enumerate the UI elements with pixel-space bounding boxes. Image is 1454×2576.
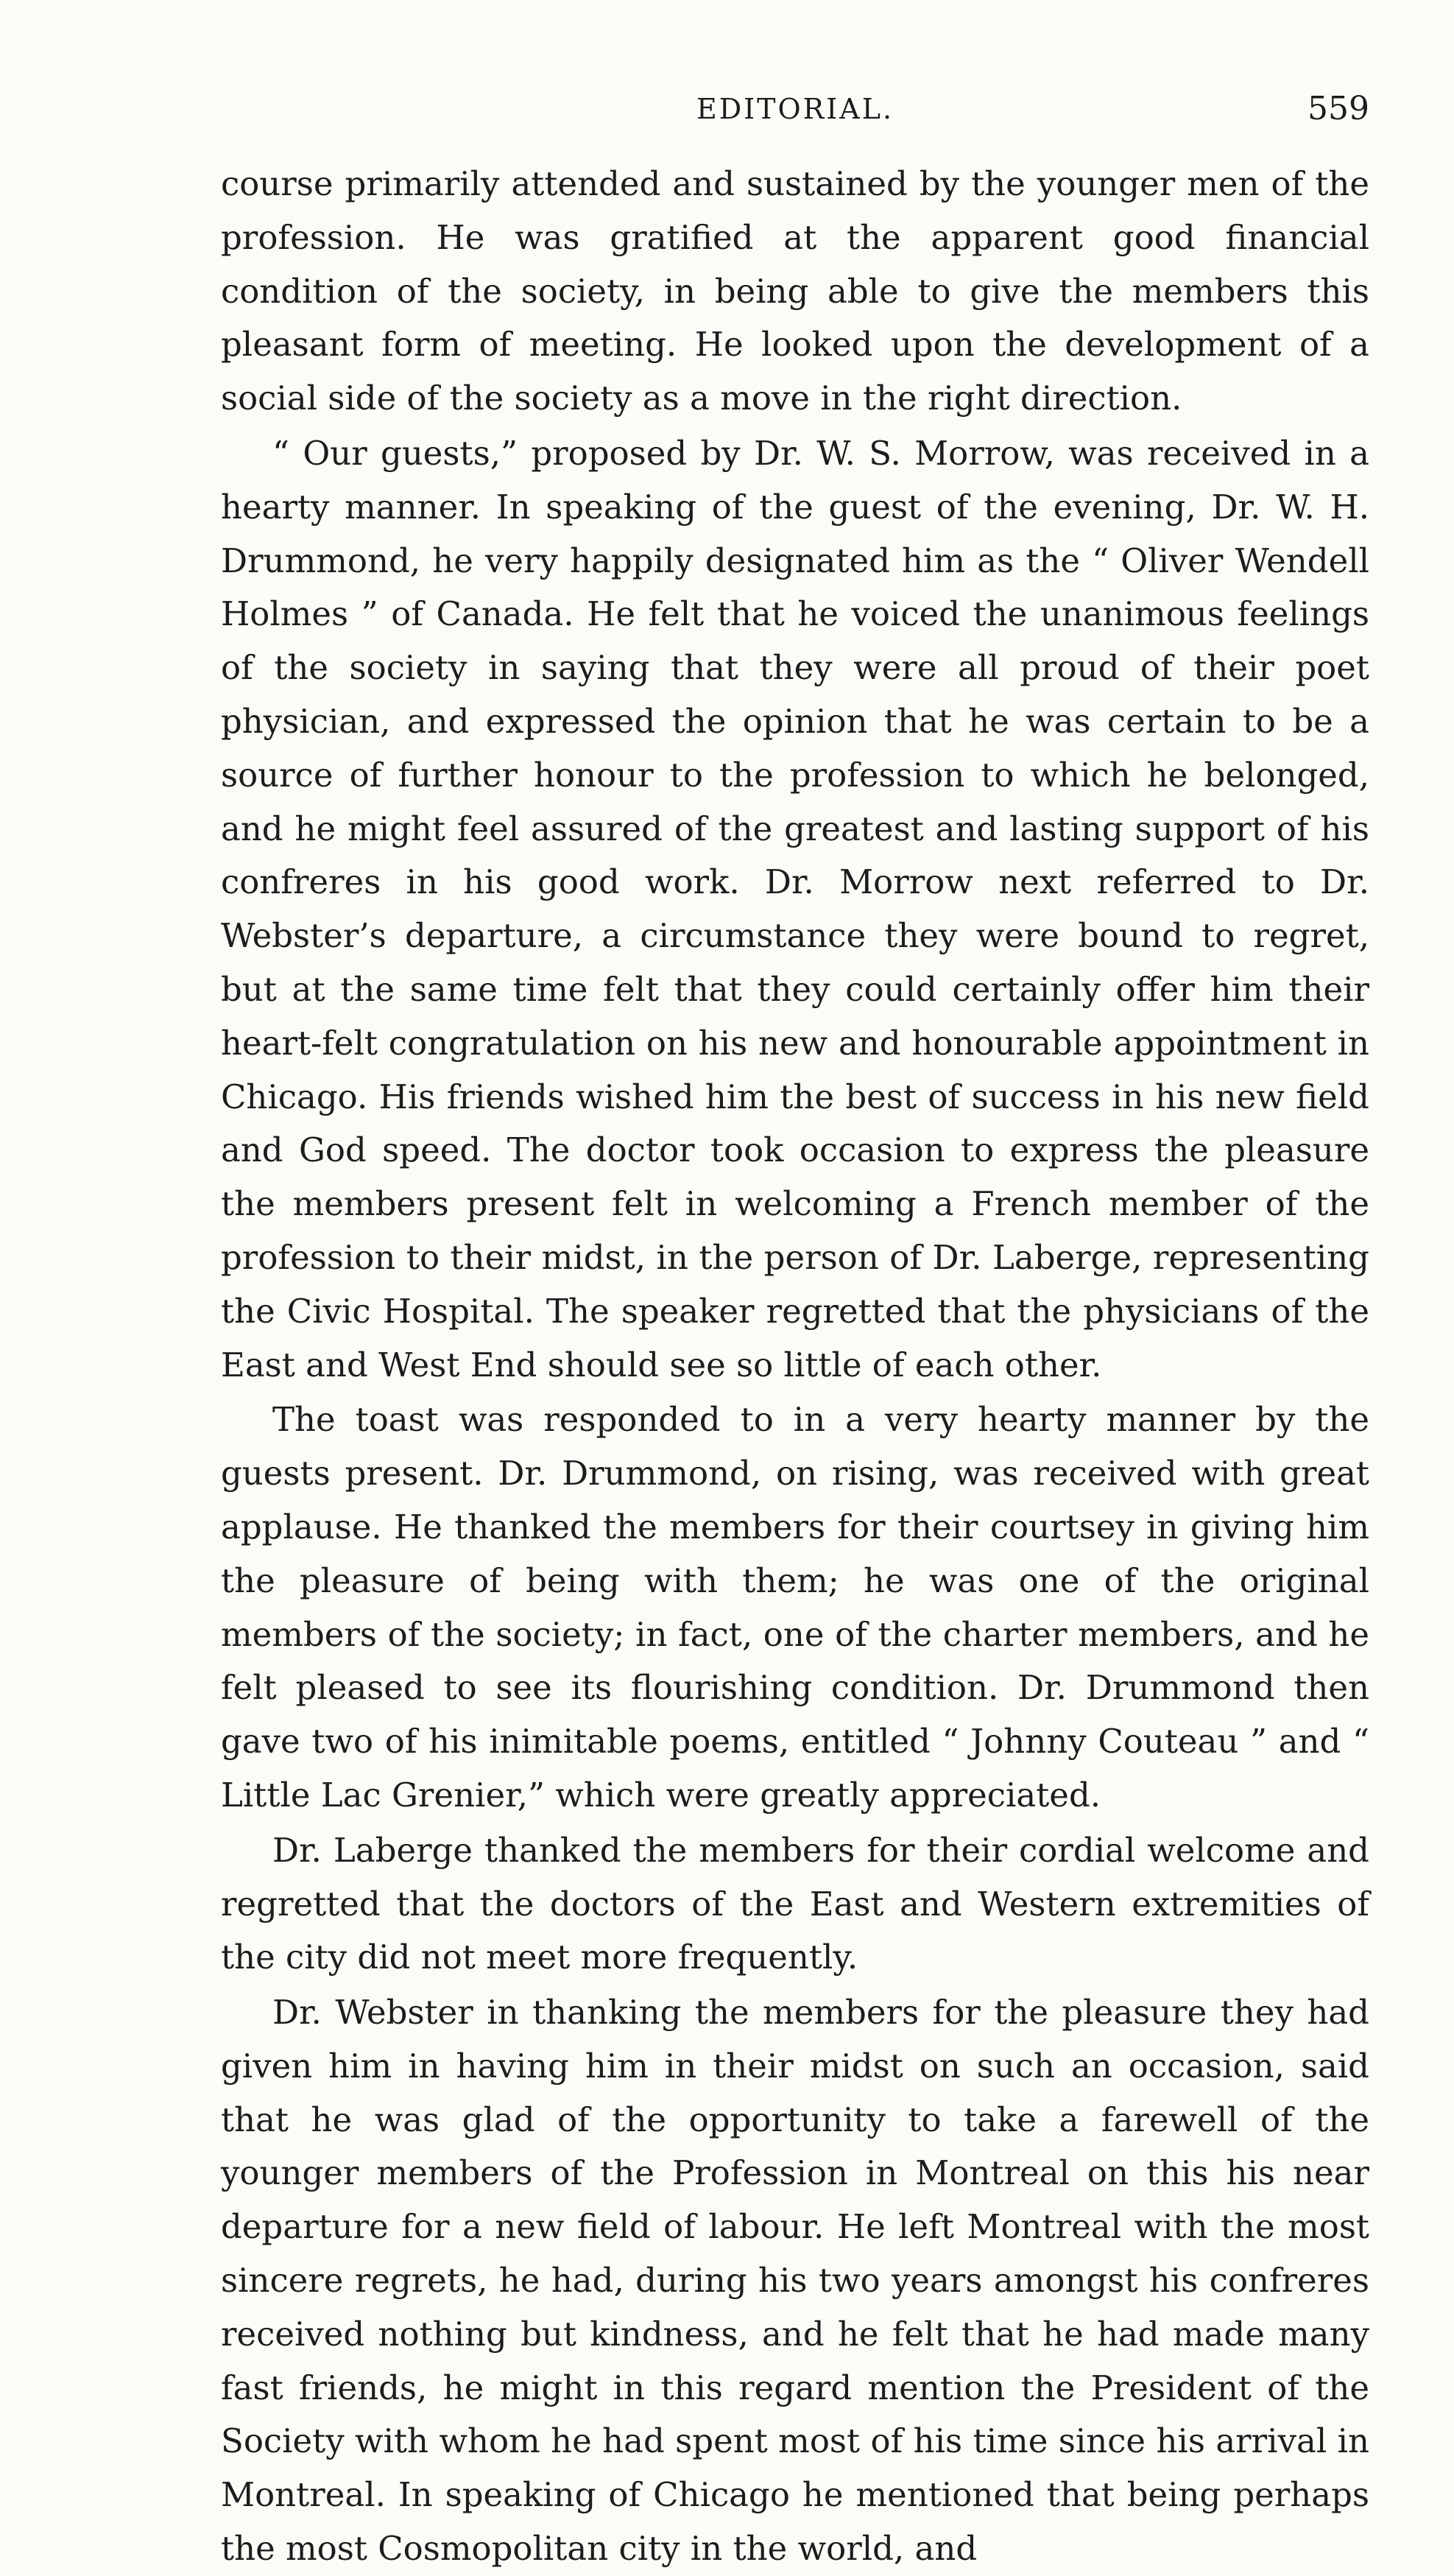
body-text (221, 158, 1369, 2576)
running-title: EDITORIAL. (696, 93, 894, 125)
page-number: 559 (1307, 90, 1369, 127)
paragraph-1: course primarily attended and sustained by the younger men of the profession. He was gratified at the apparent good financial condition of the society, in being able to give the members this pleasant form of meeting. He looked upon the development of a social side of the society as a move in the right direction. (221, 164, 1369, 418)
paragraph-2: “ Our guests,” proposed by Dr. W. S. Morrow, was received in a hearty manner. In speaking of the guest of the evening, Dr. W. H. Drummond, he very happily designated him as the “ Oliver Wendell Holmes ” of Canada. He felt that he voiced the unanimous feelings of the society in saying that they were all proud of their poet physician, and expressed the opinion that he was certain to be a source of further honour to the profession to which he belonged, and he might feel assured of the greatest and lasting support of his confreres in his good work. Dr. Morrow next referred to Dr. Webster’s departure, a circumstance they were bound to regret, but at the same time felt that they could certainly offer him their heart-felt congratulation on his new and honourable appointment in Chicago. His friends wished him the best of success in his new field and God speed. The doctor took occasion to express the pleasure the members present felt in welcoming a French member of the profession to their midst, in the person of Dr. Laberge, representing the Civic Hospital. The speaker regretted that the physicians of the East and West End should see so little of each other. (221, 433, 1369, 1384)
paragraph-5: Dr. Webster in thanking the members for the pleasure they had given him in having him in their midst on such an occasion, said that he was glad of the opportunity to take a farewell of the younger members of the Profession in Montreal on this his near departure for a new field of labour. He left Montreal with the most sincere regrets, he had, during his two years amongst his confreres received nothing but kindness, and he felt that he had made many fast friends, he might in this regard mention the President of the Society with whom he had spent most of his time since his arrival in Montreal. In speaking of Chicago he mentioned that being perhaps the most Cosmopolitan city in the world, and (221, 1993, 1369, 2569)
paragraph-3: The toast was responded to in a very hearty manner by the guests present. Dr. Drummond, on rising, was received with great applause. He thanked the members for their courtsey in giving him the pleasure of being with them; he was one of the original members of the society; in fact, one of the charter members, and he felt pleased to see its flourishing condition. Dr. Drummond then gave two of his inimitable poems, entitled “ Johnny Couteau ” and “ Little Lac Grenier,” which were greatly appreciated. (221, 1400, 1369, 1815)
running-head (221, 87, 1369, 131)
paragraph-4: Dr. Laberge thanked the members for their cordial welcome and regretted that the doctors of the East and Western extremities of the city did not meet more frequently. (221, 1830, 1369, 1977)
